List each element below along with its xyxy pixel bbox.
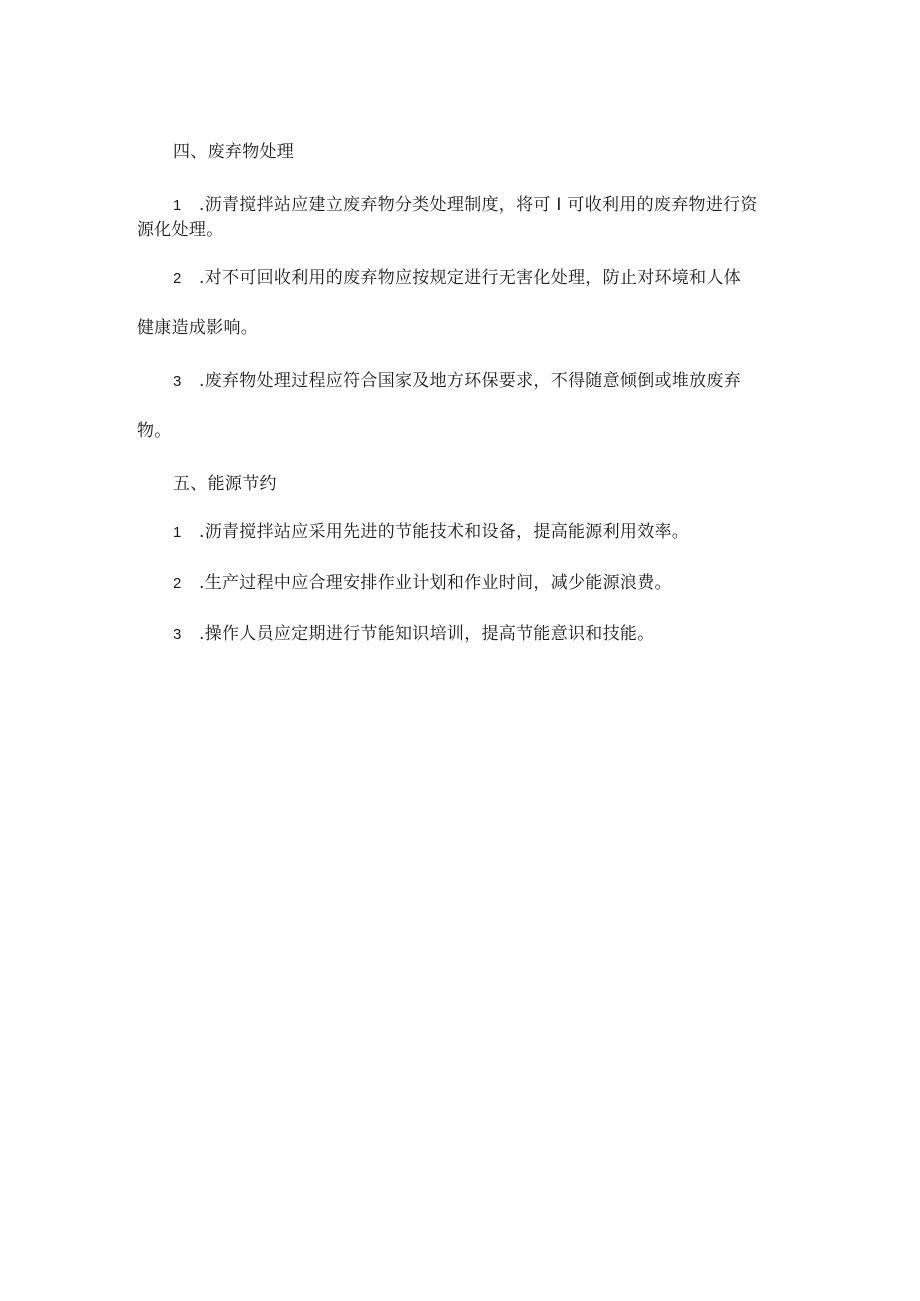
item-text: .沥青搅拌站应采用先进的节能技术和设备，提高能源利用效率。 [199,522,690,542]
item-text-continuation: 源化处理。 [137,220,224,240]
item-number: 1 [173,197,182,214]
list-item [173,520,689,545]
list-item [173,369,741,394]
section-heading: 四、废弃物处理 [173,142,295,162]
list-item [173,266,741,291]
item-number: 3 [173,626,182,643]
item-number: 3 [173,373,182,390]
list-item [173,571,672,596]
item-text: .操作人员应定期进行节能知识培训，提高节能意识和技能。 [199,624,655,644]
item-text-continuation: 健康造成影响。 [137,318,259,338]
item-text: .生产过程中应合理安排作业计划和作业时间，减少能源浪费。 [199,573,672,593]
list-item [173,622,655,647]
item-text-continuation: 物。 [137,421,172,441]
item-text: .废弃物处理过程应符合国家及地方环保要求，不得随意倾倒或堆放废弃 [199,371,742,391]
item-number: 2 [173,270,182,287]
list-item [173,193,758,218]
item-number: 2 [173,575,182,592]
item-number: 1 [173,524,182,541]
section-heading: 五、能源节约 [173,474,277,494]
item-text: .对不可回收利用的废弃物应按规定进行无害化处理，防止对环境和人体 [199,268,742,288]
item-text: .沥青搅拌站应建立废弃物分类处理制度，将可 I 可收利用的废弃物进行资 [199,195,758,215]
